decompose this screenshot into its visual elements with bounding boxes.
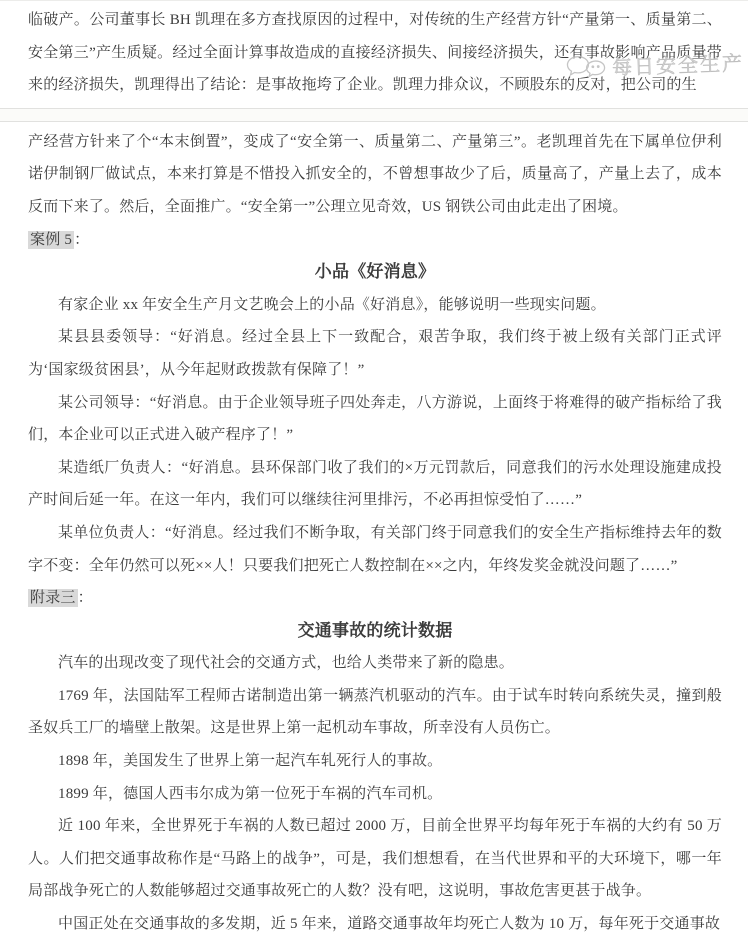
case5-highlighted-label: 案例 5 [30, 231, 73, 248]
paragraph: 近 100 年来，全世界死于车祸的人数已超过 2000 万，目前全世界平均每年死于车祸的大约有 50 万人。人们把交通事故称作是“马路上的战争”，可是，我们想想看，在当代世界和平的大环境下，哪一年局部战争死亡的人数能够超过交通事故死亡的人数？没有吧，这说明，事故危害更甚于战争。 [28, 818, 722, 900]
case5-colon: ： [74, 231, 90, 248]
paragraph: 1898 年，美国发生了世界上第一起汽车轧死行人的事故。 [58, 753, 443, 770]
title-sketch-good-news: 小品《好消息》 [314, 262, 436, 282]
title-traffic-accident-statistics: 交通事故的统计数据 [297, 620, 453, 640]
paragraph: 某县县委领导：“好消息。经过全县上下一致配合，艰苦争取，我们终于被上级有关部门正式评为‘国家级贫困县’，从今年起财政拨款有保障了！” [28, 329, 722, 378]
paragraph: 某单位负责人：“好消息。经过我们不断争取，有关部门终于同意我们的安全生产指标维持去年的数字不变：全年仍然可以死××人！只要我们把死亡人数控制在××之内，年终发奖金就没问题了……” [28, 524, 722, 574]
paragraph: 某公司领导：“好消息。由于企业领导班子四处奔走，八方游说，上面终于将难得的破产指标给了我们，本企业可以正式进入破产程序了！” [28, 394, 722, 444]
appendix3-highlighted-label: 附录三 [30, 590, 76, 607]
section-label-case5 [28, 224, 722, 257]
paragraph: 临破产。公司董事长 BH 凯理在多方查找原因的过程中，对传统的生产经营方针“产量第一、质量第二、安全第三”产生质疑。经过全面计算事故造成的直接经济损失、间接经济损失，还有事故影响产品质量带来的经济损失，凯理得出了结论：是事故拖垮了企业。凯理力排众议，不顾股东的反对，把公司的生 [28, 12, 722, 94]
paragraph: 1769 年，法国陆军工程师古诺制造出第一辆蒸汽机驱动的汽车。由于试车时转向系统失灵，撞到般圣奴兵工厂的墙壁上散架。这是世界上第一起机动车事故，所幸没有人员伤亡。 [28, 687, 722, 737]
paragraph: 汽车的出现改变了现代社会的交通方式，也给人类带来了新的隐患。 [58, 655, 515, 672]
page-main-section [0, 121, 748, 941]
paragraph: 有家企业 xx 年安全生产月文艺晚会上的小品《好消息》，能够说明一些现实问题。 [58, 296, 606, 313]
paragraph: 中国正处在交通事故的多发期，近 5 年来，道路交通事故年均死亡人数为 10 万，每年死于交通事故 [58, 916, 721, 933]
paragraph: 某造纸厂负责人：“好消息。县环保部门收了我们的×万元罚款后，同意我们的污水处理设施建成投产时间后延一年。在这一年内，我们可以继续往河里排污，不必再担惊受怕了……” [28, 459, 722, 509]
page-separator [0, 109, 748, 121]
paragraph: 产经营方针来了个“本末倒置”，变成了“安全第一、质量第二、产量第三”。老凯理首先在下属单位伊利诺伊制钢厂做试点，本来打算是不惜投入抓安全的，不曾想事故少了后，质量高了，产量上去了，成本反而下来了。然后，全面推广。“安全第一”公理立见奇效，US 钢铁公司由此走出了困境。 [28, 133, 722, 215]
page-top-section [0, 0, 748, 109]
paragraph: 1899 年，德国人西韦尔成为第一位死于车祸的汽车司机。 [58, 785, 443, 802]
appendix3-colon: ： [77, 590, 93, 607]
watermark-text: 每日安全生产 [611, 52, 745, 80]
section-label-appendix3 [28, 582, 722, 615]
